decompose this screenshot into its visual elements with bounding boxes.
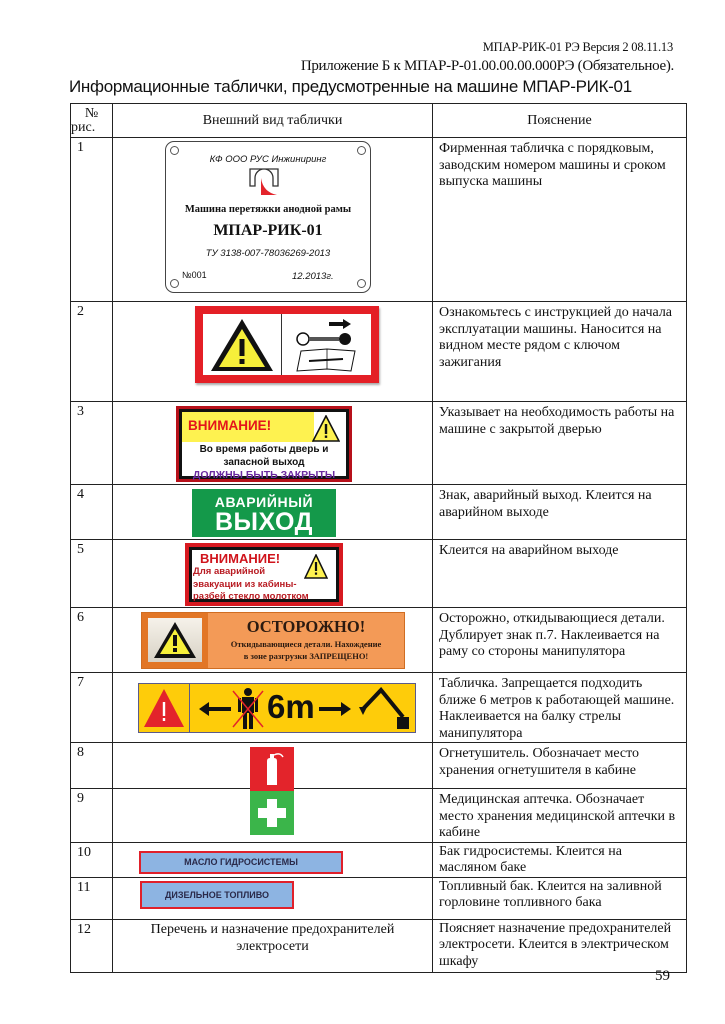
spec-number: ТУ 3138-007-78036269-2013 [205,248,331,259]
sign-cell [113,485,433,540]
fire-extinguisher-icon [250,747,294,791]
table-row [71,402,687,485]
row-explanation: Указывает на необходимость работы на машине с закрытой дверью [433,402,687,485]
warning-triangle-icon [152,620,198,660]
row-number: 8 [71,743,113,789]
table-header-row [71,104,687,138]
row-explanation: Топливный бак. Клеится на заливной горловине топливного бака [433,877,687,919]
sign-cell [113,302,433,402]
page-number: 59 [655,968,670,984]
first-aid-sign [250,791,294,835]
caution-heading: ОСТОРОЖНО! [246,617,366,636]
company-name: КФ ООО РУС Инжиниринг [209,154,327,165]
row-number: 10 [71,842,113,877]
warning-triangle-icon [209,317,275,373]
table-row [71,842,687,877]
table-row [71,485,687,540]
ignition-key-manual-icon [293,317,365,373]
keep-distance-sign [138,683,416,733]
table-row [71,877,687,919]
table-row [71,138,687,302]
sign-cell [113,540,433,608]
row-number: 9 [71,789,113,843]
sign-cell [113,743,433,789]
break-glass-sign [185,543,343,606]
arrow-right-icon [317,694,353,724]
sign-cell [113,789,433,843]
row-number: 3 [71,402,113,485]
row-explanation: Осторожно, откидывающиеся детали. Дублирует знак п.7. Наклеивается на раму со стороны манипулятора [433,608,687,673]
page-title: Информационные таблички, предусмотренные на машине МПАР-РИК-01 [69,77,632,96]
signs-table [70,103,687,973]
excavator-arm-icon [357,687,411,731]
arrow-left-icon [197,694,233,724]
manufacture-date: 12.2013г. [292,271,334,282]
caution-text: Откидывающиеся детали. Нахождение в зоне разгрузки ЗАПРЕЩЕНО! [230,639,382,661]
row-explanation: Поясняет назначение предохранителей электросети. Клеится в электрическом шкафу [433,919,687,972]
attention-label: ВНИМАНИЕ! [200,551,281,566]
row-explanation: Табличка. Запрещается подходить ближе 6 метров к работающей машине. Наклеивается на балку стрелы манипулятора [433,673,687,743]
row-explanation: Огнетушитель. Обозначает место хранения огнетушителя в кабине [433,743,687,789]
row-number: 5 [71,540,113,608]
table-row [71,789,687,843]
row-number: 11 [71,877,113,919]
header-number-symbol: № [84,105,99,121]
table-row [71,608,687,673]
header-number-label: рис. [71,119,96,135]
warning-triangle-icon [143,688,185,728]
diesel-fuel-label: ДИЗЕЛЬНОЕ ТОПЛИВО [140,881,294,909]
attention-label: ВНИМАНИЕ! [188,418,272,433]
table-row [71,540,687,608]
row-explanation: Медицинская аптечка. Обозначает место хранения медицинской аптечки в кабине [433,789,687,843]
row-number: 12 [71,919,113,972]
table-row [71,919,687,972]
row-number: 1 [71,138,113,302]
row-explanation: Бак гидросистемы. Клеится на масляном баке [433,842,687,877]
table-row [71,673,687,743]
sign-divider [189,684,190,732]
sign-divider [281,314,282,375]
table-row [71,302,687,402]
distance-label: 6m [267,688,315,725]
caution-sign [141,612,405,669]
serial-number: №001 [182,270,207,280]
fire-extinguisher-sign [250,747,294,791]
table-row [71,743,687,789]
sign-cell [113,402,433,485]
evacuation-instruction: Для аварийной эвакуации из кабины- разбей стекло молотком [193,566,309,602]
no-person-icon [231,687,265,731]
header-number [71,104,113,138]
read-manual-sign [195,306,379,383]
sign-cell [113,138,433,302]
row-number: 4 [71,485,113,540]
sign-cell [113,673,433,743]
nameplate-sign [165,141,371,293]
row-number: 6 [71,608,113,673]
sign-cell [113,877,433,919]
header-explanation: Пояснение [433,104,687,138]
door-instruction: Во время работы дверь и запасной выход [199,444,329,468]
fuse-list-description: Перечень и назначение предохранителей электросети [113,919,433,972]
company-logo-icon [249,168,279,196]
row-explanation: Знак, аварийный выход. Клеится на аварийном выходе [433,485,687,540]
row-explanation: Ознакомьтесь с инструкцией до начала эксплуатации машины. Наносится на видном месте рядом с ключом зажигания [433,302,687,402]
header-appearance: Внешний вид таблички [113,104,433,138]
must-be-closed-label: ДОЛЖНЫ БЫТЬ ЗАКРЫТЫ [192,469,336,481]
door-closed-sign [176,406,352,482]
emergency-exit-sign: АВАРИЙНЫЙ ВЫХОД [192,489,336,537]
machine-model: МПАР-РИК-01 [213,222,323,239]
mounting-hole-icon [357,279,366,288]
document-version: МПАР-РИК-01 РЭ Версия 2 08.11.13 [482,40,673,54]
machine-name: Машина перетяжки анодной рамы [184,204,352,215]
warning-triangle-icon [312,415,340,443]
row-explanation: Клеится на аварийном выходе [433,540,687,608]
row-explanation: Фирменная табличка с порядковым, заводским номером машины и сроком выпуска машины [433,138,687,302]
row-number: 2 [71,302,113,402]
appendix-title: Приложение Б к МПАР-Р-01.00.00.00.000РЭ (Обязательное). [300,58,674,74]
sign-cell [113,608,433,673]
row-number: 7 [71,673,113,743]
sign-cell [113,842,433,877]
first-aid-cross-icon [250,791,294,835]
hydraulic-oil-label: МАСЛО ГИДРОСИСТЕМЫ [139,851,343,874]
mounting-hole-icon [170,279,179,288]
